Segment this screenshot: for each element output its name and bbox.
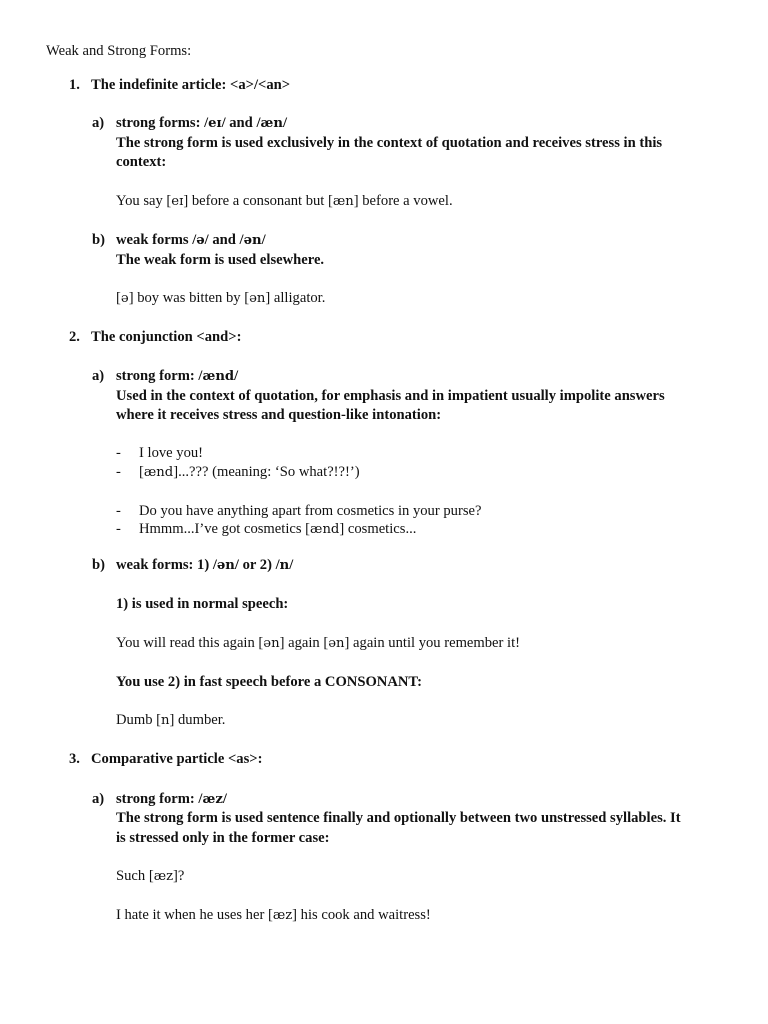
section-3a-label: a) strong form: /æz/: [92, 791, 227, 807]
section-3a-example-1: Such [æz]?: [116, 868, 185, 884]
bullet-dash: -: [116, 521, 121, 537]
section-1a-example: You say [eɪ] before a consonant but [æn] before a vowel.: [116, 193, 453, 209]
section-1a-label: a) strong forms: /eɪ/ and /æn/: [92, 115, 288, 131]
section-2-number: 2.: [69, 329, 80, 345]
dialogue-line-2: - [ænd]...??? (meaning: ‘So what?!?!’): [116, 464, 360, 480]
dialogue-line-4: - Hmmm...I’ve got cosmetics [ænd] cosmetics...: [116, 521, 417, 537]
section-3a-description-line-2: is stressed only in the former case:: [116, 830, 330, 846]
bullet-dash: -: [116, 445, 121, 461]
section-1b-description: The weak form is used elsewhere.: [116, 252, 325, 268]
section-1b-label: b) weak forms /ə/ and /ən/: [92, 232, 266, 248]
section-1b-example: [ə] boy was bitten by [ən] alligator.: [116, 290, 326, 306]
item-letter: a): [92, 115, 105, 131]
bullet-dash: -: [116, 503, 121, 519]
section-1a-description-line-1: The strong form is used exclusively in the context of quotation and receives stress in this: [116, 135, 663, 151]
item-letter: b): [92, 557, 105, 573]
section-3-heading: 3. Comparative particle <as>:: [69, 751, 263, 767]
section-3a-description-line-1: The strong form is used sentence finally and optionally between two unstressed syllables. It: [116, 810, 681, 826]
document-title: Weak and Strong Forms:: [46, 43, 192, 59]
section-1-number: 1.: [69, 77, 80, 93]
section-3a-example-2: I hate it when he uses her [æz] his cook and waitress!: [116, 907, 431, 923]
section-3-number: 3.: [69, 751, 80, 767]
bullet-dash: -: [116, 464, 121, 480]
item-letter: b): [92, 232, 105, 248]
section-2b-label: b) weak forms: 1) /ən/ or 2) /n/: [92, 557, 294, 573]
section-2a-description-line-1: Used in the context of quotation, for emphasis and in impatient usually impolite answers: [116, 388, 665, 404]
section-1-heading: 1. The indefinite article: <a>/<an>: [69, 77, 291, 93]
item-letter: a): [92, 791, 105, 807]
section-2b-subheading-1: 1) is used in normal speech:: [116, 596, 289, 612]
section-2a-label: a) strong form: /ænd/: [92, 368, 239, 384]
section-2-heading: 2. The conjunction <and>:: [69, 329, 242, 345]
item-letter: a): [92, 368, 105, 384]
section-2b-subheading-2: You use 2) in fast speech before a CONSONANT:: [116, 674, 422, 690]
dialogue-line-1: - I love you!: [116, 445, 204, 461]
section-2b-example-2: Dumb [n] dumber.: [116, 712, 226, 728]
section-2a-description-line-2: where it receives stress and question-like intonation:: [116, 407, 442, 423]
dialogue-line-3: - Do you have anything apart from cosmetics in your purse?: [116, 503, 482, 519]
section-1a-description-line-2: context:: [116, 154, 167, 170]
section-2b-example-1: You will read this again [ən] again [ən] again until you remember it!: [116, 635, 521, 651]
